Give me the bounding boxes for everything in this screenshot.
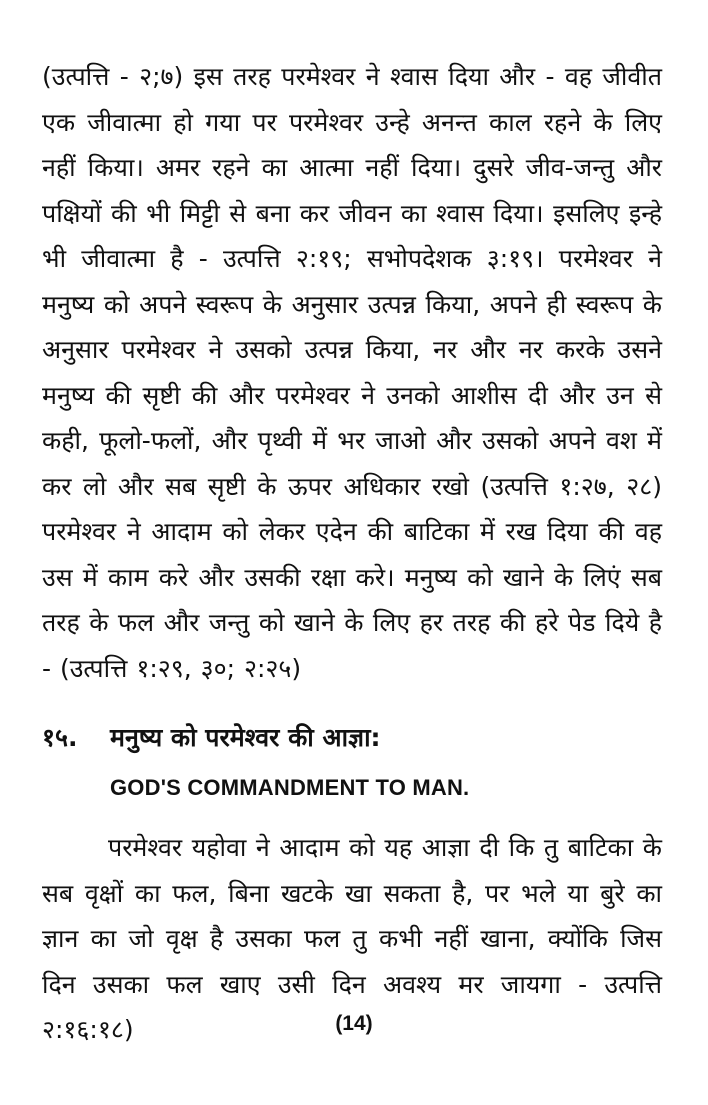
body-paragraph-1: (उत्पत्ति - २;७) इस तरह परमेश्वर ने श्वास दिया और - वह जीवीत एक जीवात्मा हो गया पर परमेश्वर उन्हे अनन्त काल रहने के लिए नहीं किया। अमर रहने का आत्मा नहीं दिया। दुसरे जीव-जन्तु और पक्षियों की भी मिट्टी से बना कर जीवन का श्वास दिया। इसलिए इन्हे भी जीवात्मा है - उत्पत्ति २:१९; सभोपदेशक ३:१९। परमेश्वर ने मनुष्य को अपने स्वरूप के अनुसार उत्पन्न किया, अपने ही स्वरूप के अनुसार परमेश्वर ने उसको उत्पन्न किया, नर और नर करके उसने मनुष्य की सृष्टी की और परमेश्वर ने उनको आशीस दी और उन से कही, फूलो-फलों, और पृथ्वी में भर जाओ और उसको अपने वश में कर लो और सब सृष्टी के ऊपर अधिकार रखो (उत्पत्ति १:२७, २८) परमेश्वर ने आदाम को लेकर एदेन की बाटिका में रख दिया की वह उस में काम करे और उसकी रक्षा करे। मनुष्य को खाने के लिएं सब तरह के फल और जन्तु को खाने के लिए हर तरह की हरे पेड दिये है - (उत्पत्ति १:२९, ३०; २:२५) <box>42 62 662 683</box>
section-heading <box>42 719 662 757</box>
section-title-english: GOD'S COMMANDMENT TO MAN. <box>110 775 470 800</box>
section-number: १५. <box>42 723 78 752</box>
body-paragraph-2: परमेश्वर यहोवा ने आदाम को यह आज्ञा दी कि तु बाटिका के सब वृक्षों का फल, बिना खटके खा सकता है, पर भले या बुरे का ज्ञान का जो वृक्ष है उसका फल तु कभी नहीं खाना, क्योंकि जिस दिन उसका फल खाए उसी दिन अवश्य मर जायगा - उत्पत्ति २:१६:१८) <box>42 833 662 1044</box>
section-title-hindi: मनुष्य को परमेश्वर की आज्ञा: <box>110 723 381 752</box>
page-number: (14) <box>335 1012 373 1035</box>
